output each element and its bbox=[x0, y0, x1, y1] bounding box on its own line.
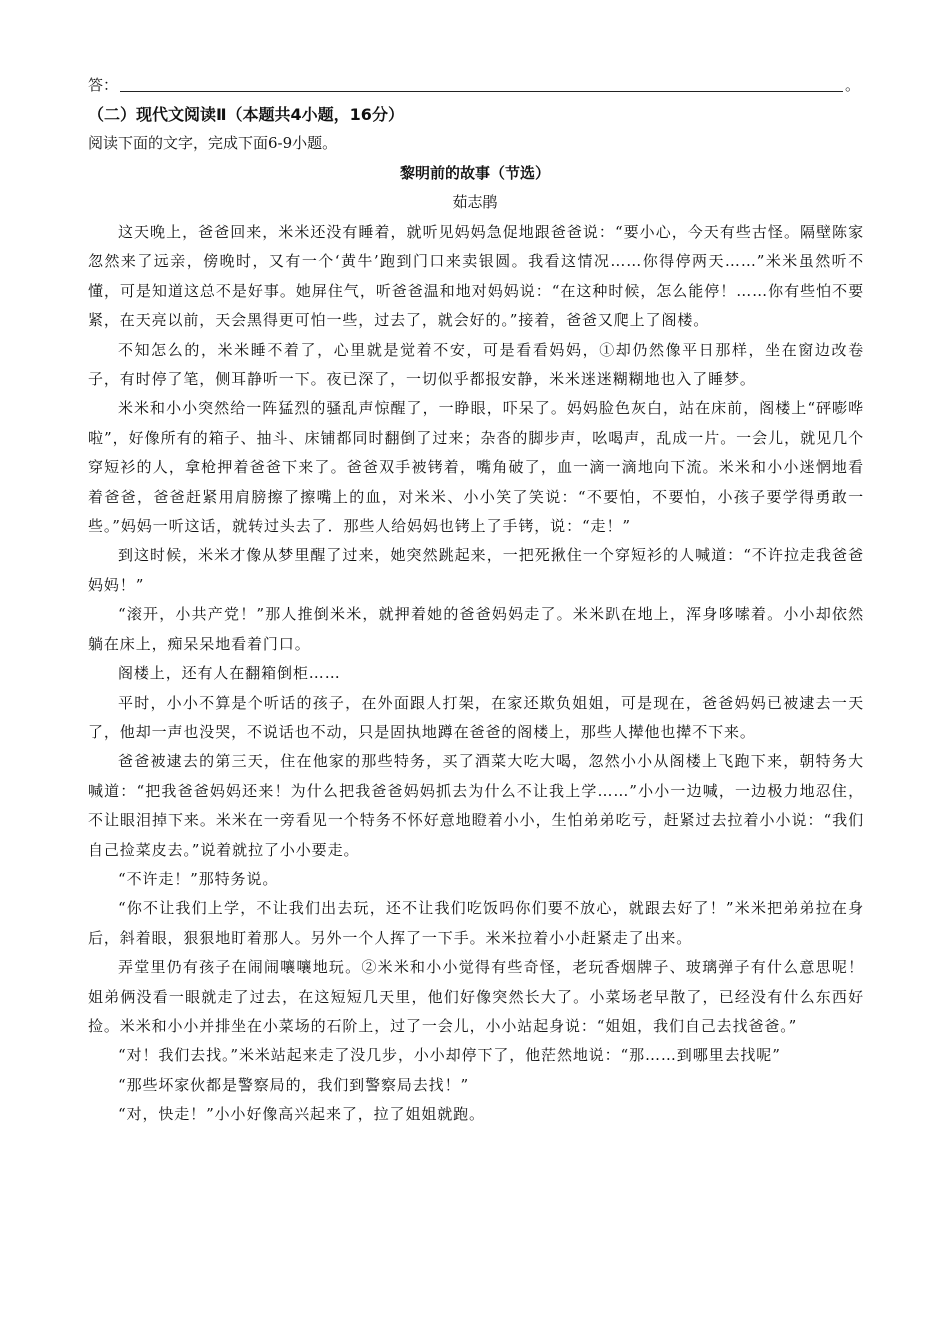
article-body bbox=[88, 218, 864, 1130]
paragraph: 阁楼上，还有人在翻箱倒柜…… bbox=[118, 664, 341, 683]
paragraph: 米米和小小突然给一阵猛烈的骚乱声惊醒了，一睁眼，吓呆了。妈妈脸色灰白，站在床前，阁楼上“砰嘭哗啦”，好像所有的箱子、抽斗、床铺都同时翻倒了过来；杂沓的脚步声，吆喝声，乱成一片。一会儿，就见几个穿短衫的人，拿枪押着爸爸下来了。爸爸双手被铐着，嘴角破了，血一滴一滴地向下流。米米和小小迷惘地看着爸爸，爸爸赶紧用肩膀擦了擦嘴上的血，对米米、小小笑了笑说：“不要怕，不要怕，小孩子要学得勇敢一些。”妈妈一听这话，就转过头去了．那些人给妈妈也铐上了手铐，说：“走！” bbox=[88, 399, 864, 536]
paragraph: “那些坏家伙都是警察局的，我们到警察局去找！” bbox=[118, 1075, 470, 1094]
paragraph: 这天晚上，爸爸回来，米米还没有睡着，就听见妈妈急促地跟爸爸说：“要小心，今天有些古怪。隔壁陈家忽然来了远亲，傍晚时，又有一个‘黄牛’跑到门口来卖银圆。我看这情况……你得停两天……”米米虽然听不懂，可是知道这总不是好事。她屏住气，听爸爸温和地对妈妈说：“在这种时候，怎么能停！……你有些怕不要紧，在天亮以前，天会黑得更可怕一些，过去了，就会好的。”接着，爸爸又爬上了阁楼。 bbox=[88, 223, 864, 330]
paragraph: “不许走！”那特务说。 bbox=[118, 869, 279, 888]
paragraph: 到这时候，米米才像从梦里醒了过来，她突然跳起来，一把死揪住一个穿短衫的人喊道：“不许拉走我爸爸妈妈！” bbox=[88, 546, 864, 594]
article-title: 黎明前的故事（节选） bbox=[399, 164, 550, 182]
section-instruction: 阅读下面的文字，完成下面6-9小题。 bbox=[88, 134, 338, 152]
answer-label: 答： bbox=[88, 76, 119, 94]
paragraph: “对！我们去找。”米米站起来走了没几步，小小却停下了，他茫然地说：“那……到哪里去找呢” bbox=[118, 1046, 781, 1065]
article-author: 茹志鹃 bbox=[452, 193, 498, 211]
paragraph: 不知怎么的，米米睡不着了，心里就是觉着不安，可是看看妈妈，①却仍然像平日那样，坐在窗边改卷子，有时停了笔，侧耳静听一下。夜已深了，一切似乎都报安静，米米迷迷糊糊地也入了睡梦。 bbox=[88, 340, 864, 389]
paragraph: “对，快走！”小小好像高兴起来了，拉了姐姐就跑。 bbox=[118, 1105, 485, 1124]
paragraph: “滚开，小共产党！”那人推倒米米，就押着她的爸爸妈妈走了。米米趴在地上，浑身哆嗦着。小小却依然躺在床上，痴呆呆地看着门口。 bbox=[88, 605, 864, 653]
paragraph: “你不让我们上学，不让我们出去玩，还不让我们吃饭吗你们要不放心，就跟去好了！”米米把弟弟拉在身后，斜着眼，狠狠地盯着那人。另外一个人挥了一下手。米米拉着小小赶紧走了出来。 bbox=[88, 899, 864, 947]
paragraph: 平时，小小不算是个听话的孩子，在外面跟人打架，在家还欺负姐姐，可是现在，爸爸妈妈已被逮去一天了，他却一声也没哭，不说话也不动，只是固执地蹲在爸爸的阁楼上，那些人撵他也撵不下来。 bbox=[88, 693, 864, 741]
answer-blank[interactable] bbox=[120, 75, 843, 92]
paragraph: 爸爸被逮去的第三天，住在他家的那些特务，买了酒菜大吃大喝，忽然小小从阁楼上飞跑下来，朝特务大喊道：“把我爸爸妈妈还来！为什么把我爸爸妈妈抓去为什么不让我上学……”小小一边喊，一边极力地忍住，不让眼泪掉下来。米米在一旁看见一个特务不怀好意地瞪着小小，生怕弟弟吃亏，赶紧过去拉着小小说：“我们自己捡菜皮去。”说着就拉了小小要走。 bbox=[88, 752, 864, 859]
section-title: （二）现代文阅读Ⅱ（本题共4小题，16分） bbox=[88, 105, 404, 124]
answer-line bbox=[88, 74, 860, 96]
paragraph: 弄堂里仍有孩子在闹闹嚷嚷地玩。②米米和小小觉得有些奇怪，老玩香烟牌子、玻璃弹子有什么意思呢！姐弟俩没看一眼就走了过去，在这短短几天里，他们好像突然长大了。小菜场老早散了，已经没有什么东西好捡。米米和小小并排坐在小菜场的石阶上，过了一会儿，小小站起身说：“姐姐，我们自己去找爸爸。” bbox=[88, 958, 864, 1035]
answer-end-mark: 。 bbox=[844, 76, 860, 94]
